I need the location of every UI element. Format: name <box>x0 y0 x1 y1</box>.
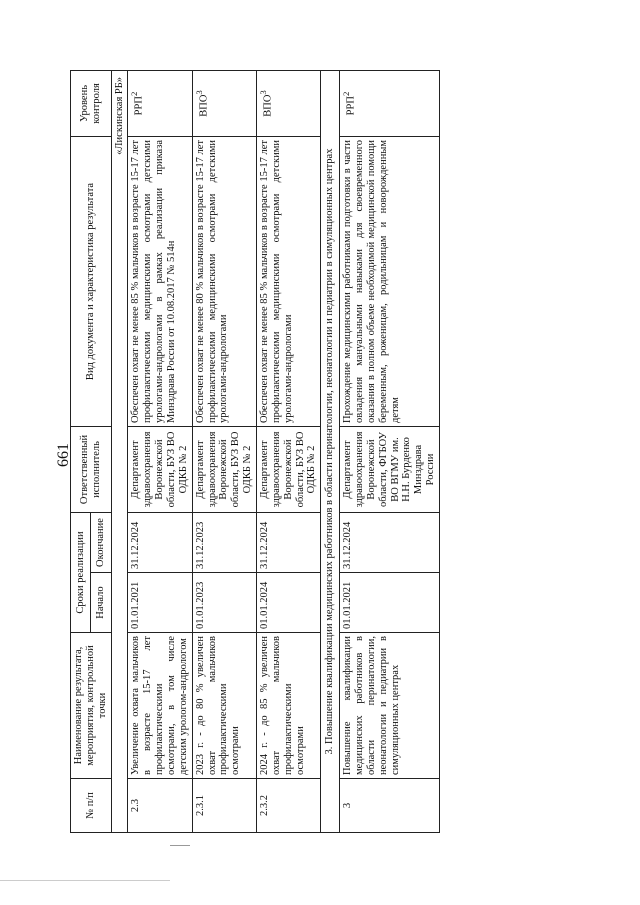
row-end: 31.12.2024 <box>340 512 440 572</box>
control-level: РРП <box>133 96 145 116</box>
row-name: Увеличение охвата мальчиков в возрасте 15-17 лет профилактическими осмотрами, в том числе детским урологом-андрологом <box>128 633 192 779</box>
row-doc: Прохождение медицинскими работниками подготовки в части овладения мануальными навыками для своевременного оказания в полном объеме необходимой медицинской помощи беременным, роженицам, родильницам и новорожденным детям <box>340 136 440 426</box>
header-end: Окончание <box>91 512 111 572</box>
row-num: 3 <box>340 779 440 833</box>
row-responsible: Департамент здравоохранения Воронежской области, БУЗ ВО ОДКБ № 2 <box>192 426 256 512</box>
header-start: Начало <box>91 573 111 633</box>
row-doc: Обеспечен охват не менее 80 % мальчиков в возрасте 15-17 лет профилактическими медицинскими осмотрами детскими урологами-андрологами <box>192 136 256 426</box>
footnote-ref: 2 <box>129 91 140 97</box>
table-row <box>340 70 440 832</box>
header-name: Наименование результата, мероприятия, контрольной точки <box>71 633 112 779</box>
row-doc: Обеспечен охват не менее 85 % мальчиков в возрасте 15-17 лет профилактическими медицинскими осмотрами детскими урологами-андрологами <box>257 136 321 426</box>
row-end: 31.12.2023 <box>192 512 256 572</box>
scan-mark <box>170 845 190 846</box>
section-title: 3. Повышение квалификации медицинских работников в области перинатологии, неонатологии и педиатрии в симуляционных центрах <box>321 70 340 832</box>
row-name: Повышение квалификации медицинских работников в области перинатологии, неонатологии и педиатрии в симуляционных центрах <box>340 633 440 779</box>
row-control <box>340 70 440 136</box>
control-level: ВПО <box>262 94 274 117</box>
control-level: ВПО <box>198 94 210 117</box>
row-start: 01.01.2021 <box>340 573 440 633</box>
footnote-ref: 2 <box>341 91 352 97</box>
row-end: 31.12.2024 <box>257 512 321 572</box>
row-num: 2.3.1 <box>192 779 256 833</box>
row-num: 2.3 <box>128 779 192 833</box>
footnote-rule <box>0 880 170 881</box>
row-responsible: Департамент здравоохранения Воронежской области, ФГБОУ ВО ВГМУ им. Н.Н. Бурденко Минздрава России <box>340 426 440 512</box>
row-responsible: Департамент здравоохранения Воронежской области, БУЗ ВО ОДКБ № 2 <box>128 426 192 512</box>
footnote-ref: 3 <box>258 90 269 95</box>
row-control <box>192 70 256 136</box>
header-control: Уровень контроля <box>71 70 112 136</box>
row-responsible: Департамент здравоохранения Воронежской области, БУЗ ВО ОДКБ № 2 <box>257 426 321 512</box>
header-num: № п/п <box>71 779 112 833</box>
row-name: 2023 г. - до 80 % увеличен охват мальчиков профилактическими осмотрами <box>192 633 256 779</box>
results-table <box>70 70 440 833</box>
header-terms: Сроки реализации <box>71 512 91 632</box>
section-header-row <box>321 70 340 832</box>
row-start: 01.01.2021 <box>128 573 192 633</box>
row-end: 31.12.2024 <box>128 512 192 572</box>
page-number: 661 <box>55 443 72 467</box>
row-start: 01.01.2023 <box>192 573 256 633</box>
rotated-table-container <box>70 71 570 833</box>
row-name: 2024 г. - до 85 % увеличен охват мальчиков профилактическими осмотрами <box>257 633 321 779</box>
row-start: 01.01.2024 <box>257 573 321 633</box>
footnote-ref: 3 <box>193 90 204 95</box>
table-row <box>192 70 256 832</box>
row-num: 2.3.2 <box>257 779 321 833</box>
row-doc: Обеспечен охват не менее 85 % мальчиков в возрасте 15-17 лет профилактическими медицинскими осмотрами детскими урологами-андрологами в рамках реализации приказа Минздрава России от 10.08.2017 № 514н <box>128 136 192 426</box>
table-row <box>257 70 321 832</box>
subsection-row <box>111 70 128 832</box>
subsection-title: «Лискинская РБ» <box>111 70 128 832</box>
control-level: РРП <box>345 96 357 116</box>
header-responsible: Ответственный исполнитель <box>71 426 112 512</box>
header-doc: Вид документа и характеристика результата <box>71 136 112 426</box>
row-control <box>128 70 192 136</box>
row-control <box>257 70 321 136</box>
table-row <box>128 70 192 832</box>
